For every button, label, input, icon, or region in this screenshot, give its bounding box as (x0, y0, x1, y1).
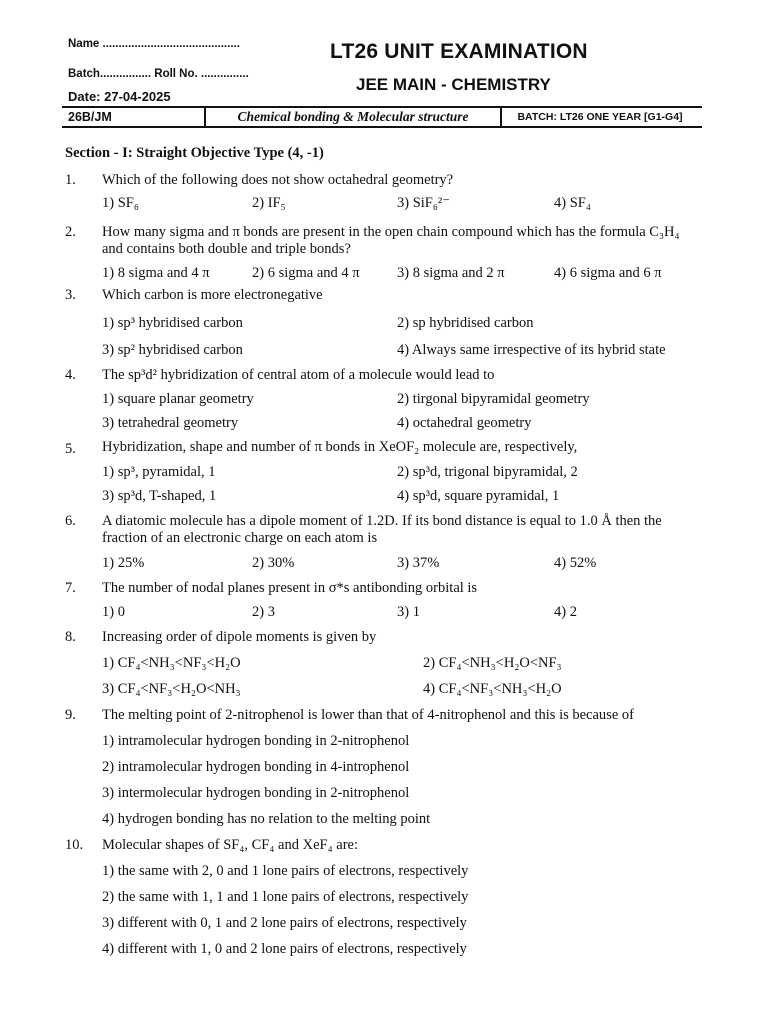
option: 2) the same with 1, 1 and 1 lone pairs of electrons, respectively (102, 889, 469, 905)
exam-date: Date: 27-04-2025 (68, 89, 171, 104)
option: 2) 30% (252, 555, 295, 571)
option: 1) 25% (102, 555, 145, 571)
option: 4) sp³d, square pyramidal, 1 (397, 488, 560, 504)
option: 2) IF₅ (252, 195, 286, 211)
question-number: 9. (65, 707, 76, 723)
option: 3) CF₄<NF₃<H₂O<NH₃ (102, 681, 241, 697)
option: 4) Always same irrespective of its hybrid state (397, 342, 666, 358)
question-number: 10. (65, 837, 84, 853)
option: 1) square planar geometry (102, 391, 254, 407)
option: 4) 2 (554, 604, 577, 620)
option: 2) CF₄<NH₃<H₂O<NF₃ (423, 655, 562, 671)
question-number: 2. (65, 224, 76, 240)
question-number: 1. (65, 172, 76, 188)
section-title: Section - I: Straight Objective Type (4, -1) (65, 145, 324, 161)
option: 2) intramolecular hydrogen bonding in 4-introphenol (102, 759, 410, 775)
question-text: The number of nodal planes present in σ*s antibonding orbital is (102, 580, 478, 596)
option: 2) sp³d, trigonal bipyramidal, 2 (397, 464, 578, 480)
option: 4) SF₄ (554, 195, 591, 211)
option: 3) 37% (397, 555, 440, 571)
exam-subtitle: JEE MAIN - CHEMISTRY (356, 75, 551, 94)
question-text: and contains both double and triple bonds? (102, 241, 351, 257)
option: 1) SF₆ (102, 195, 139, 211)
name-field-label: Name ........................................... (68, 38, 240, 50)
exam-topic: Chemical bonding & Molecular structure (204, 108, 502, 126)
question-text: Hybridization, shape and number of π bonds in XeOF₂ molecule are, respectively, (102, 439, 578, 455)
question-number: 4. (65, 367, 76, 383)
option: 1) sp³ hybridised carbon (102, 315, 243, 331)
option: 1) the same with 2, 0 and 1 lone pairs of electrons, respectively (102, 863, 469, 879)
option: 4) 52% (554, 555, 597, 571)
option: 3) intermolecular hydrogen bonding in 2-nitrophenol (102, 785, 410, 801)
question-text: Which of the following does not show octahedral geometry? (102, 172, 454, 188)
option: 4) octahedral geometry (397, 415, 532, 431)
option: 4) different with 1, 0 and 2 lone pairs of electrons, respectively (102, 941, 467, 957)
option: 1) 0 (102, 604, 125, 620)
option: 3) sp² hybridised carbon (102, 342, 243, 358)
question-number: 7. (65, 580, 76, 596)
exam-batch: BATCH: LT26 ONE YEAR [G1-G4] (517, 111, 683, 123)
option: 3) different with 0, 1 and 2 lone pairs of electrons, respectively (102, 915, 467, 931)
question-text: Increasing order of dipole moments is given by (102, 629, 377, 645)
option: 1) intramolecular hydrogen bonding in 2-nitrophenol (102, 733, 410, 749)
question-text: Molecular shapes of SF₄, CF₄ and XeF₄ are: (102, 837, 358, 853)
option: 1) 8 sigma and 4 π (102, 265, 210, 281)
question-text: fraction of an electronic charge on each atom is (102, 530, 378, 546)
option: 2) 6 sigma and 4 π (252, 265, 360, 281)
option: 4) hydrogen bonding has no relation to the melting point (102, 811, 431, 827)
option: 4) 6 sigma and 6 π (554, 265, 662, 281)
batch-roll-field-label: Batch................ Roll No. ............... (68, 68, 249, 80)
question-text: A diatomic molecule has a dipole moment of 1.2D. If its bond distance is equal to 1.0 Å then the (102, 513, 662, 529)
question-text: How many sigma and π bonds are present in the open chain compound which has the formula C₃H₄ (102, 224, 680, 240)
option: 3) 1 (397, 604, 420, 620)
question-number: 8. (65, 629, 76, 645)
option: 2) tirgonal bipyramidal geometry (397, 391, 590, 407)
option: 3) SiF₆²⁻ (397, 195, 450, 211)
option: 3) tetrahedral geometry (102, 415, 239, 431)
question-number: 3. (65, 287, 76, 303)
option: 1) sp³, pyramidal, 1 (102, 464, 216, 480)
option: 4) CF₄<NF₃<NH₃<H₂O (423, 681, 562, 697)
question-number: 5. (65, 441, 76, 457)
question-number: 6. (65, 513, 76, 529)
option: 1) CF₄<NH₃<NF₃<H₂O (102, 655, 241, 671)
exam-code: 26B/JM (68, 110, 112, 124)
option: 2) sp hybridised carbon (397, 315, 534, 331)
question-text: Which carbon is more electronegative (102, 287, 323, 303)
question-text: The melting point of 2-nitrophenol is lower than that of 4-nitrophenol and this is because of (102, 707, 634, 723)
exam-title: LT26 UNIT EXAMINATION (330, 40, 588, 63)
option: 3) 8 sigma and 2 π (397, 265, 505, 281)
option: 2) 3 (252, 604, 275, 620)
question-text: The sp³d² hybridization of central atom of a molecule would lead to (102, 367, 495, 383)
option: 3) sp³d, T-shaped, 1 (102, 488, 217, 504)
info-bar (62, 106, 702, 128)
